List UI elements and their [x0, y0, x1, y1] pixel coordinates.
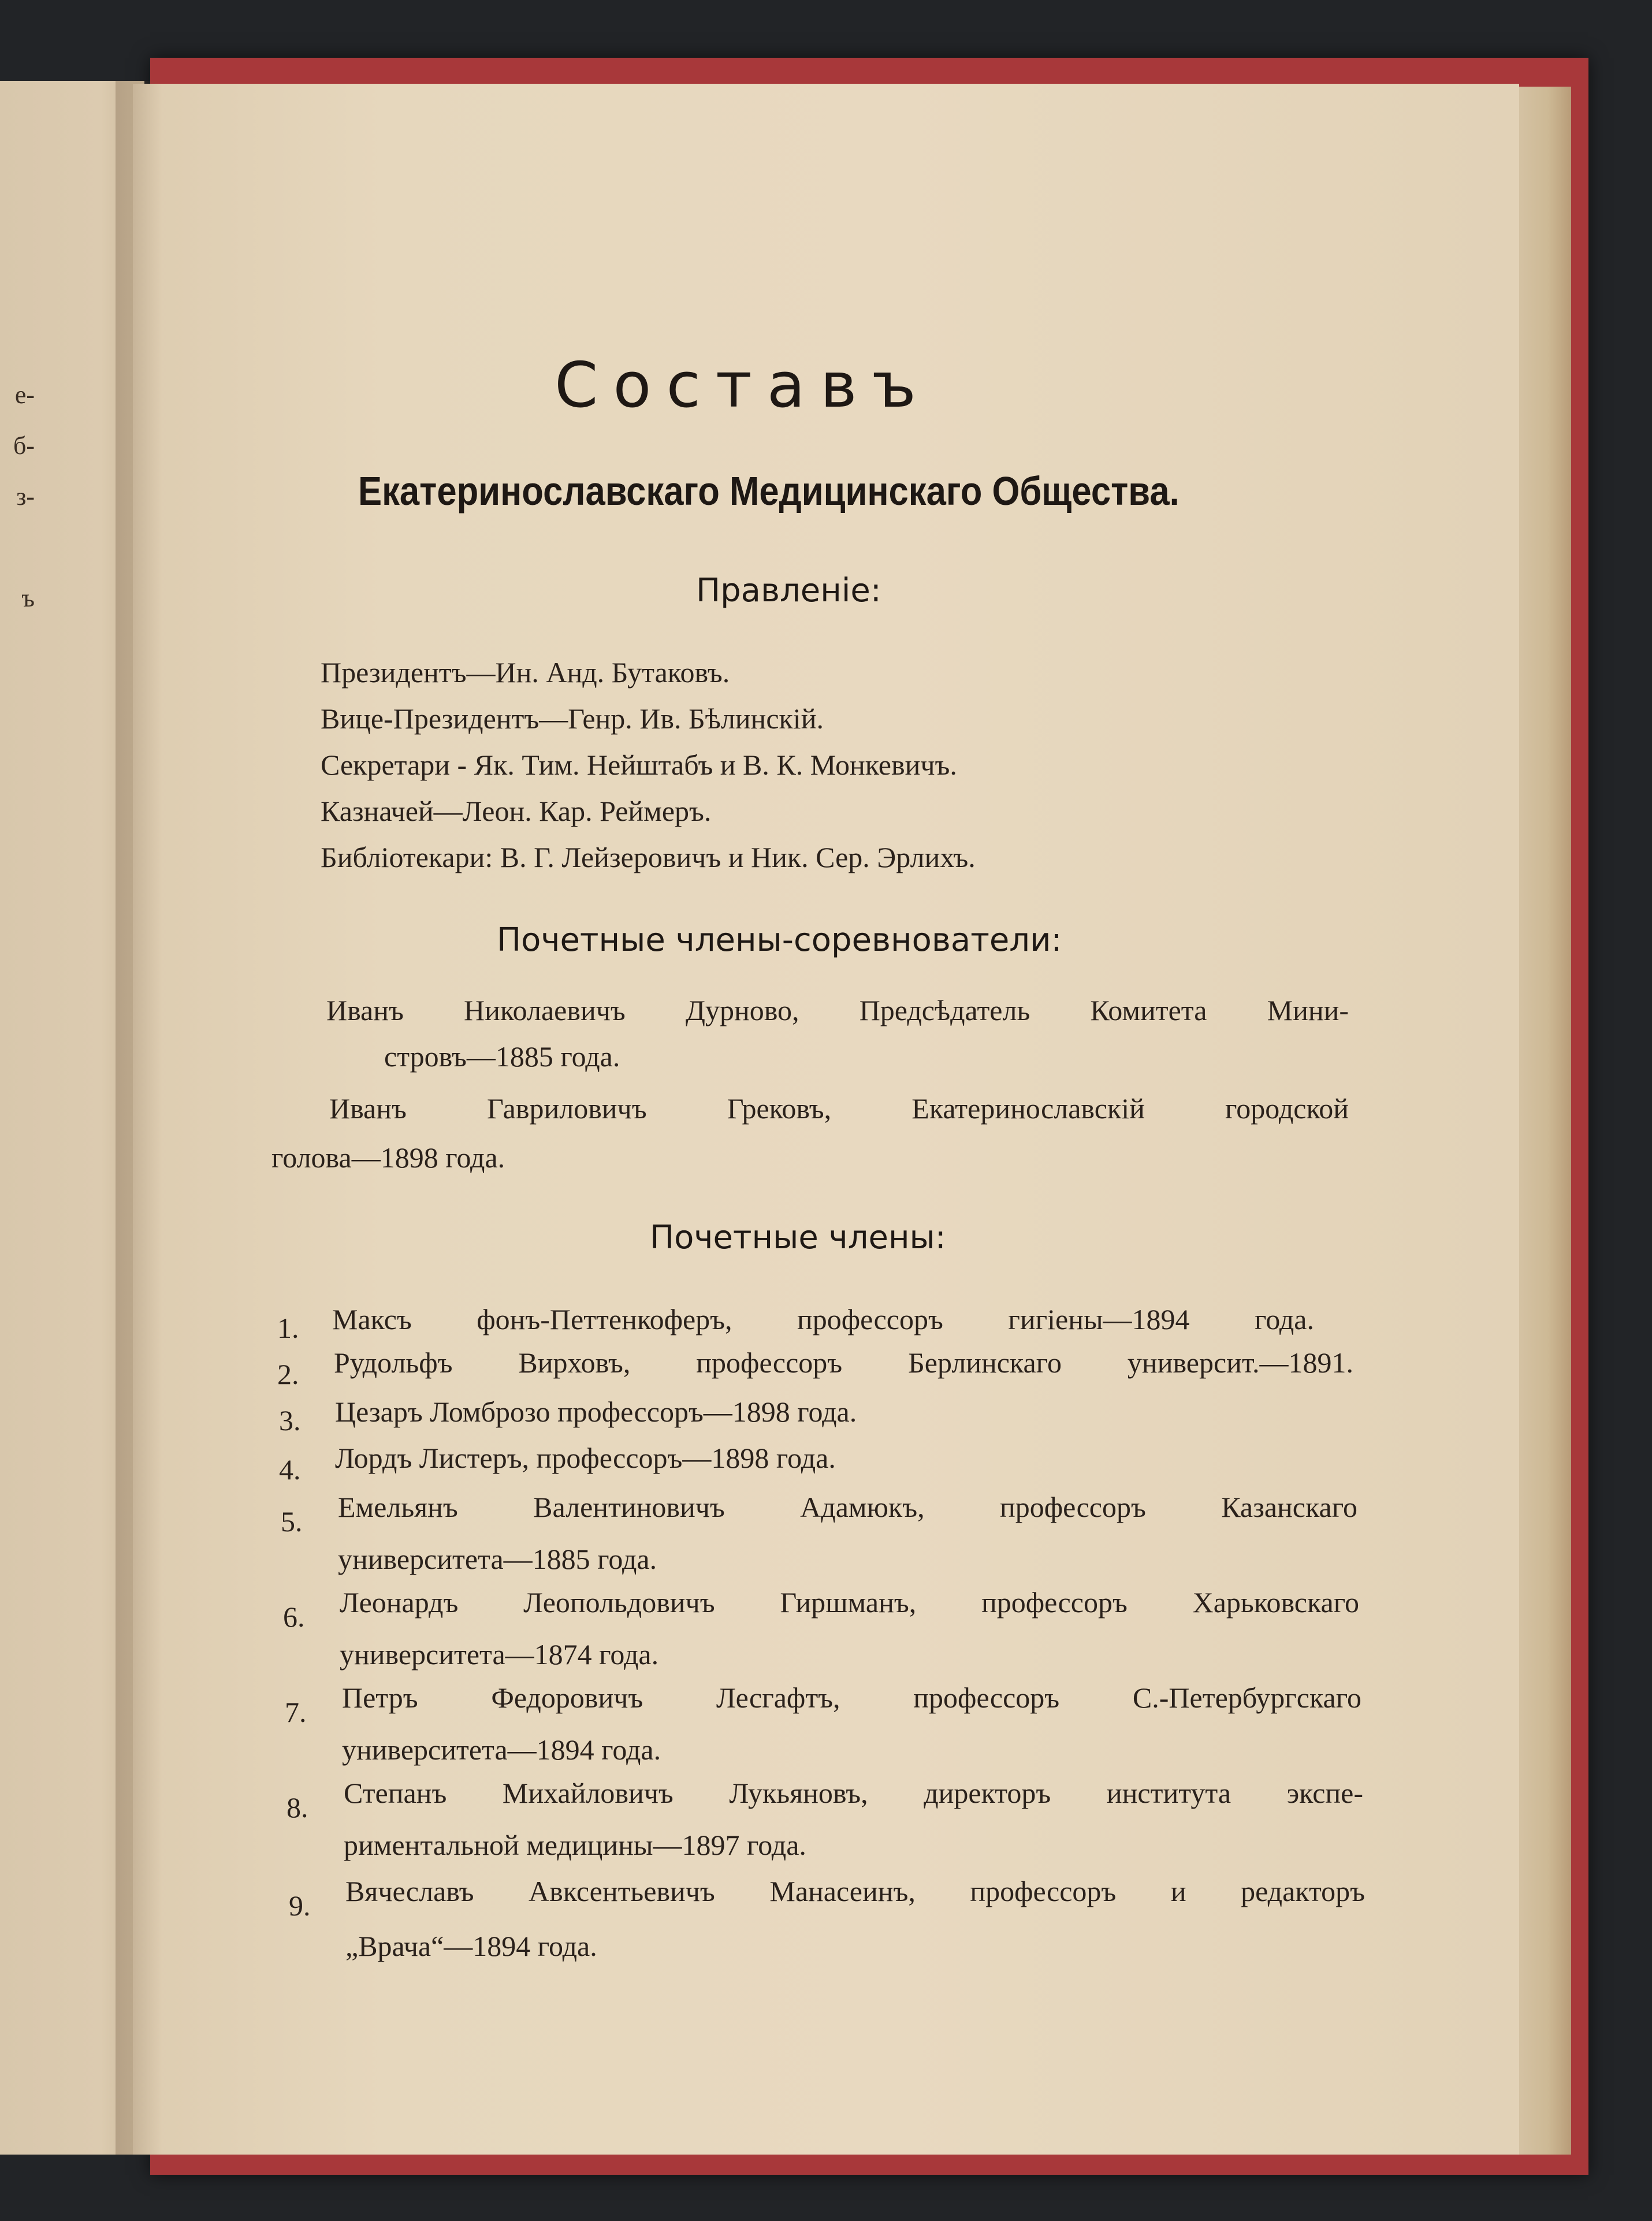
board-line: Секретари - Як. Тим. Нейштабъ и В. К. Монкевичъ. [321, 749, 957, 781]
list-item: Петръ Федоровичъ Лесгафтъ, профессоръ С.-Петербургскаго [342, 1681, 1361, 1714]
section-heading-honorary-members: Почетные члены: [650, 1219, 946, 1256]
edge-fragment: ъ [21, 584, 35, 612]
list-item-number: 1. [277, 1312, 299, 1344]
page-title: Составъ [555, 349, 931, 422]
board-line: Библіотекари: В. Г. Лейзеровичъ и Ник. Сер. Эрлихъ. [321, 841, 976, 873]
competitor-line: Иванъ Гавриловичъ Грековъ, Екатеринославскій городской [329, 1092, 1349, 1125]
list-item-number: 5. [281, 1505, 303, 1538]
list-item-number: 2. [277, 1358, 299, 1390]
list-item: Лордъ Листеръ, профессоръ—1898 года. [335, 1442, 836, 1474]
list-item-number: 4. [279, 1453, 301, 1486]
list-item-number: 8. [287, 1791, 308, 1824]
page-subtitle: Екатеринославскаго Медицинскаго Общества. [358, 468, 1180, 514]
list-item: Вячеславъ Авксентьевичъ Манасеинъ, профессоръ и редакторъ [345, 1875, 1365, 1907]
section-heading-board: Правленіе: [696, 572, 881, 609]
list-item-number: 6. [283, 1601, 305, 1633]
list-item: Максъ фонъ-Петтенкоферъ, профессоръ гигіены—1894 года. [332, 1303, 1314, 1335]
board-line: Вице-Президентъ—Генр. Ив. Бѣлинскій. [321, 702, 824, 735]
list-item: Леонардъ Леопольдовичъ Гиршманъ, профессоръ Харьковскаго [340, 1586, 1359, 1619]
list-item: Цезаръ Ломброзо профессоръ—1898 года. [335, 1396, 857, 1428]
list-item-continuation: университета—1874 года. [340, 1638, 659, 1671]
list-item-continuation: „Врача“—1894 года. [345, 1930, 597, 1962]
section-heading-honorary-competitors: Почетные члены-соревнователи: [497, 921, 1062, 959]
edge-fragment: б- [13, 431, 35, 460]
competitor-line: голова—1898 года. [271, 1141, 505, 1174]
list-item: Степанъ Михайловичъ Лукьяновъ, директоръ института экспе- [344, 1777, 1363, 1809]
board-line: Президентъ—Ин. Анд. Бутаковъ. [321, 656, 730, 689]
list-item: Рудольфъ Вирховъ, профессоръ Берлинскаго университ.—1891. [334, 1346, 1353, 1379]
list-item-continuation: университета—1885 года. [338, 1543, 657, 1575]
board-line: Казначей—Леон. Кар. Реймеръ. [321, 795, 712, 827]
competitor-line: стровъ—1885 года. [384, 1040, 620, 1073]
list-item-number: 3. [279, 1404, 301, 1437]
list-item-number: 7. [285, 1696, 307, 1728]
list-item-number: 9. [289, 1889, 311, 1922]
list-item-continuation: риментальной медицины—1897 года. [344, 1829, 806, 1861]
competitor-line: Иванъ Николаевичъ Дурново, Предсѣдатель Комитета Мини- [326, 994, 1349, 1026]
edge-fragment: е- [14, 381, 35, 409]
edge-fragment: з- [16, 482, 35, 511]
list-item: Емельянъ Валентиновичъ Адамюкъ, профессоръ Казанскаго [338, 1491, 1357, 1523]
list-item-continuation: университета—1894 года. [342, 1733, 661, 1766]
